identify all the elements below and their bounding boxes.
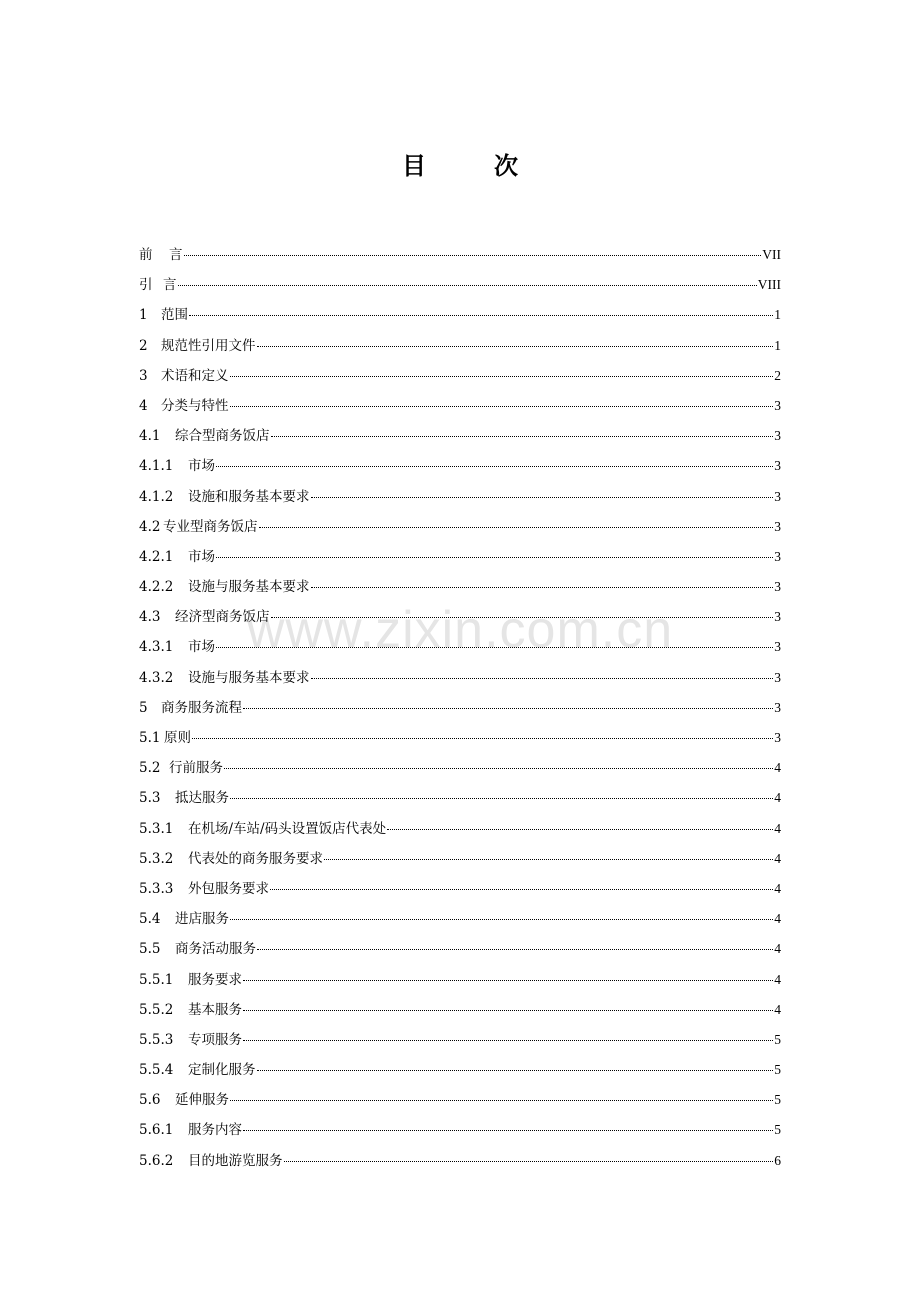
toc-entry-number: 5.5.4 xyxy=(139,1062,174,1079)
toc-entry-number: 4.2.2 xyxy=(139,579,174,596)
toc-entry-title: 经济型商务饭店 xyxy=(175,609,270,626)
toc-entry-title: 抵达服务 xyxy=(175,790,229,807)
toc-entry-page: 4 xyxy=(774,850,781,866)
toc-entry-page: 2 xyxy=(774,367,781,383)
toc-entry-number: 5.3.1 xyxy=(139,820,174,837)
toc-entry-number: 5.3.3 xyxy=(139,880,174,897)
toc-entry[interactable] xyxy=(139,874,781,904)
toc-entry-title: 术语和定义 xyxy=(161,367,229,384)
dot-leader xyxy=(387,828,773,830)
toc-entry-page: 5 xyxy=(774,1122,781,1138)
toc-entry[interactable] xyxy=(139,240,781,270)
toc-entry-page: 3 xyxy=(774,669,781,685)
toc-entry-title: 在机场/车站/码头设置饭店代表处 xyxy=(188,820,387,837)
toc-entry-title: 市场 xyxy=(188,458,215,475)
toc-entry[interactable] xyxy=(139,391,781,421)
toc-entry-number: 4.1.1 xyxy=(139,458,174,475)
dot-leader xyxy=(178,284,757,286)
toc-entry[interactable] xyxy=(139,934,781,964)
toc-entry[interactable] xyxy=(139,693,781,723)
dot-leader xyxy=(259,526,774,528)
toc-entry-page: 3 xyxy=(774,518,781,534)
toc-entry-title: 定制化服务 xyxy=(188,1062,256,1079)
toc-entry-number: 5.3 xyxy=(139,790,161,807)
toc-entry[interactable] xyxy=(139,753,781,783)
toc-entry[interactable] xyxy=(139,300,781,330)
dot-leader xyxy=(230,375,774,377)
toc-entry-page: 3 xyxy=(774,730,781,745)
toc-entry-title: 外包服务要求 xyxy=(188,880,269,897)
toc-entry-title: 专项服务 xyxy=(188,1031,242,1048)
toc-entry[interactable] xyxy=(139,482,781,512)
toc-entry-title: 商务服务流程 xyxy=(161,699,242,716)
toc-entry-title: 设施和服务基本要求 xyxy=(188,488,310,505)
toc-entry-page: VII xyxy=(762,247,781,262)
toc-entry-title: 目的地游览服务 xyxy=(188,1152,283,1169)
toc-entry-page: 5 xyxy=(774,1092,781,1108)
toc-entry-number: 5.4 xyxy=(139,911,161,928)
dot-leader xyxy=(271,435,774,437)
dot-leader xyxy=(230,405,774,407)
dot-leader xyxy=(257,345,774,347)
toc-entry[interactable] xyxy=(139,904,781,934)
toc-entry[interactable] xyxy=(139,602,781,632)
toc-entry-title: 市场 xyxy=(188,639,215,656)
dot-leader xyxy=(224,767,773,769)
dot-leader xyxy=(243,1129,773,1131)
dot-leader xyxy=(324,858,773,860)
toc-entry-number: 5.5.3 xyxy=(139,1031,174,1048)
toc-entry-number: 4.3 xyxy=(139,609,161,626)
toc-entry-page: 3 xyxy=(774,428,781,444)
toc-entry[interactable] xyxy=(139,723,781,753)
toc-entry-number: 5.3.2 xyxy=(139,850,174,867)
toc-entry-page: 5 xyxy=(774,1031,781,1047)
toc-entry-title: 服务要求 xyxy=(188,971,242,988)
toc-entry-page: 4 xyxy=(774,790,781,806)
toc-entry-page: 3 xyxy=(774,699,781,715)
toc-entry[interactable] xyxy=(139,331,781,361)
toc-entry[interactable] xyxy=(139,965,781,995)
toc-entry-title: 进店服务 xyxy=(175,911,229,928)
toc-entry-number: 5.5.1 xyxy=(139,971,174,988)
toc-entry-title: 分类与特性 xyxy=(161,397,229,414)
toc-entry[interactable] xyxy=(139,1115,781,1145)
toc-entry[interactable] xyxy=(139,361,781,391)
toc-entry[interactable] xyxy=(139,844,781,874)
toc-entry-page: 4 xyxy=(774,820,781,836)
toc-entry-number: 5.1 xyxy=(139,730,161,746)
dot-leader xyxy=(243,1039,773,1041)
toc-entry-number: 1 xyxy=(139,307,148,324)
toc-entry-page: 4 xyxy=(774,880,781,896)
toc-entry-title: 基本服务 xyxy=(188,1001,242,1018)
dot-leader xyxy=(284,1160,774,1162)
toc-entry-page: 4 xyxy=(774,1001,781,1017)
toc-entry[interactable] xyxy=(139,814,781,844)
toc-entry[interactable] xyxy=(139,1085,781,1115)
toc-entry-title: 延伸服务 xyxy=(175,1092,229,1109)
toc-entry-title: 市场 xyxy=(188,548,215,565)
toc-entry-page: 3 xyxy=(774,609,781,625)
toc-entry-page: 1 xyxy=(774,307,781,323)
page-title: 目 次 xyxy=(402,152,540,180)
toc-entry[interactable] xyxy=(139,421,781,451)
toc-entry-number: 3 xyxy=(139,367,148,384)
table-of-contents xyxy=(139,240,781,1176)
dot-leader xyxy=(184,254,762,256)
toc-entry-page: 3 xyxy=(774,397,781,413)
dot-leader xyxy=(216,646,773,648)
toc-entry-title: 行前服务 xyxy=(169,760,223,777)
toc-entry-page: 3 xyxy=(774,458,781,474)
toc-entry-page: 3 xyxy=(774,639,781,655)
toc-entry[interactable] xyxy=(139,451,781,481)
toc-entry-title: 代表处的商务服务要求 xyxy=(188,850,323,867)
dot-leader xyxy=(270,888,773,890)
toc-entry-number: 5.2 xyxy=(139,760,161,777)
toc-entry-number: 5.6.2 xyxy=(139,1152,174,1169)
dot-leader xyxy=(230,918,773,920)
toc-entry-page: 1 xyxy=(774,337,781,353)
toc-entry-page: 4 xyxy=(774,760,781,776)
toc-entry-title: 设施与服务基本要求 xyxy=(188,669,310,686)
toc-entry[interactable] xyxy=(139,1025,781,1055)
toc-entry-page: 3 xyxy=(774,548,781,564)
toc-entry-title: 服务内容 xyxy=(188,1122,242,1139)
toc-entry-page: 4 xyxy=(774,911,781,927)
dot-leader xyxy=(271,616,774,618)
dot-leader xyxy=(230,797,773,799)
dot-leader xyxy=(311,677,774,679)
toc-entry-page: 4 xyxy=(774,971,781,987)
dot-leader xyxy=(192,737,773,739)
toc-entry-number: 4.2.1 xyxy=(139,548,174,565)
dot-leader xyxy=(257,1069,774,1071)
toc-entry-number: 4.3.2 xyxy=(139,669,174,686)
dot-leader xyxy=(216,465,773,467)
toc-entry-title: 商务活动服务 xyxy=(175,941,256,958)
toc-entry-title: 原则 xyxy=(164,730,191,746)
toc-entry-number: 引 xyxy=(139,277,153,294)
dot-leader xyxy=(230,1099,773,1101)
toc-entry-number: 5.6.1 xyxy=(139,1122,174,1139)
toc-entry-title: 专业型商务饭店 xyxy=(163,518,258,535)
toc-entry-number: 4.3.1 xyxy=(139,639,174,656)
toc-entry-title: 范围 xyxy=(161,307,188,324)
dot-leader xyxy=(311,496,774,498)
toc-entry[interactable] xyxy=(139,1055,781,1085)
toc-entry-page: 3 xyxy=(774,488,781,504)
dot-leader xyxy=(311,586,774,588)
toc-entry[interactable] xyxy=(139,663,781,693)
toc-entry[interactable] xyxy=(139,1146,781,1176)
toc-entry-page: 3 xyxy=(774,579,781,595)
toc-entry[interactable] xyxy=(139,270,781,300)
toc-entry[interactable] xyxy=(139,542,781,572)
toc-entry-title: 言 xyxy=(163,277,177,294)
dot-leader xyxy=(243,1009,773,1011)
toc-entry-number: 5.6 xyxy=(139,1092,161,1109)
toc-entry-page: 4 xyxy=(774,941,781,957)
toc-entry-title: 言 xyxy=(169,247,183,263)
toc-entry[interactable] xyxy=(139,512,781,542)
dot-leader xyxy=(189,314,773,316)
toc-entry-number: 4 xyxy=(139,397,148,414)
toc-entry-number: 5.5 xyxy=(139,941,161,958)
dot-leader xyxy=(243,707,773,709)
toc-entry-number: 5 xyxy=(139,699,148,716)
toc-entry-page: 6 xyxy=(774,1152,781,1168)
toc-entry-page: VIII xyxy=(757,277,781,293)
toc-entry-number: 4.1 xyxy=(139,428,161,445)
toc-entry[interactable] xyxy=(139,632,781,662)
toc-entry-number: 4.2 xyxy=(139,518,161,535)
toc-entry-title: 设施与服务基本要求 xyxy=(188,579,310,596)
toc-entry-number: 4.1.2 xyxy=(139,488,174,505)
toc-entry-number: 前 xyxy=(139,247,153,263)
toc-entry-title: 综合型商务饭店 xyxy=(175,428,270,445)
toc-entry-number: 5.5.2 xyxy=(139,1001,174,1018)
toc-entry[interactable] xyxy=(139,783,781,813)
toc-entry-page: 5 xyxy=(774,1062,781,1078)
toc-entry[interactable] xyxy=(139,995,781,1025)
dot-leader xyxy=(243,979,773,981)
dot-leader xyxy=(257,948,773,950)
toc-entry[interactable] xyxy=(139,572,781,602)
dot-leader xyxy=(216,556,773,558)
toc-entry-number: 2 xyxy=(139,337,148,354)
watermark: www.zixin.com.cn xyxy=(246,601,674,659)
toc-entry-title: 规范性引用文件 xyxy=(161,337,256,354)
